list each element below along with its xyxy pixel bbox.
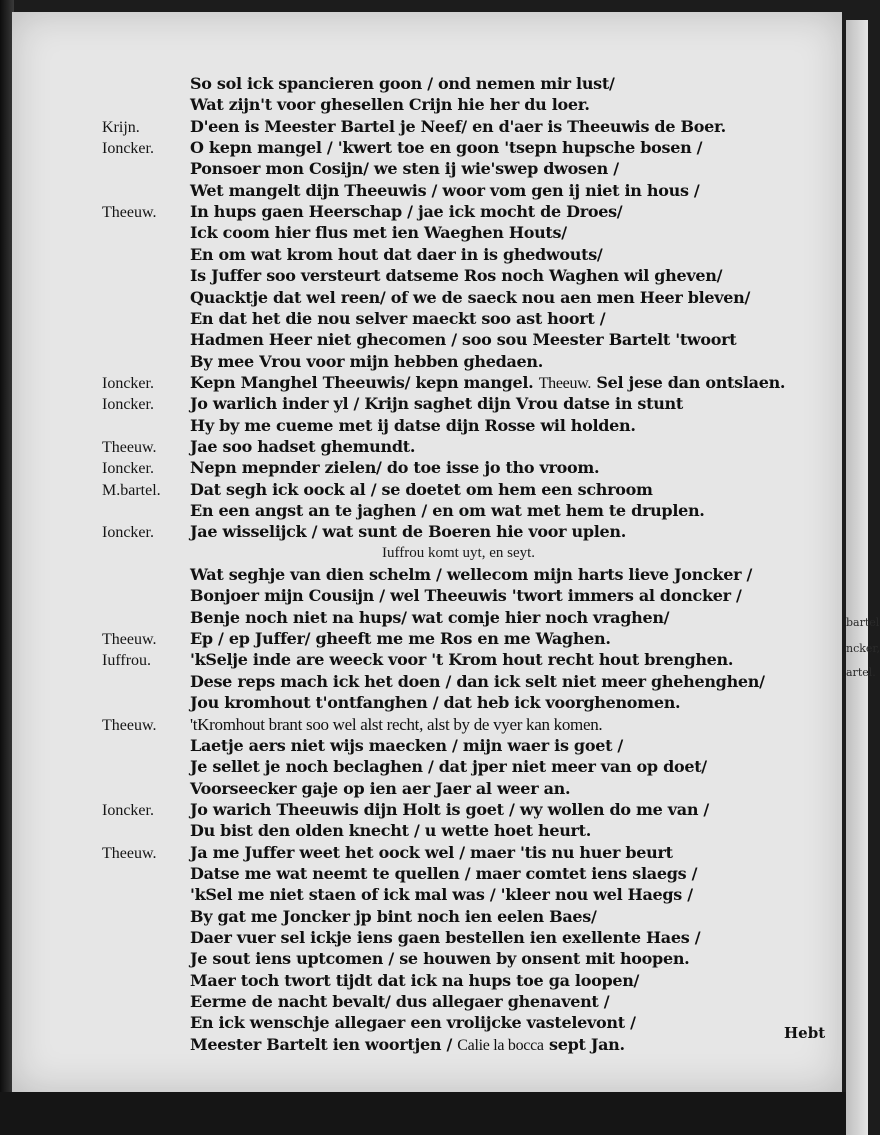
verse-main: 'kSelje inde are weeck voor 't Krom hout recht hout brenghen.	[190, 650, 734, 670]
verse-main: Jo warich Theeuwis dijn Holt is goet / wy wollen do me van /	[190, 799, 709, 819]
verse-main: Ja me Juffer weet het oock wel / maer 'tis nu huer beurt	[190, 842, 673, 862]
verse-text	[190, 245, 602, 264]
speaker-name: Ioncker.	[102, 801, 154, 819]
verse-main: Wat seghje van dien schelm / wellecom mijn harts lieve Joncker /	[190, 565, 753, 585]
verse-main: Meester Bartelt ien woortjen /	[190, 1034, 452, 1054]
verse-line	[12, 288, 842, 311]
verse-text	[190, 843, 673, 862]
verse-line	[12, 352, 842, 375]
verse-line	[12, 864, 842, 887]
verse-text	[190, 394, 683, 413]
verse-main: Hy by me cueme met ij datse dijn Rosse wil holden.	[190, 415, 636, 435]
verse-main: Ick coom hier flus met ien Waeghen Houts/	[190, 223, 567, 243]
verse-line	[12, 159, 842, 182]
verse-main: 'tKromhout brant soo wel alst recht, alst by de vyer kan komen.	[190, 714, 603, 734]
verse-main: Nepn mepnder zielen/ do toe isse jo tho vroom.	[190, 458, 600, 478]
verse-text	[190, 736, 623, 755]
verse-main: Wat zijn't voor ghesellen Crijn hie her du loer.	[190, 95, 590, 115]
verse-line	[12, 693, 842, 716]
verse-main: Is Juffer soo versteurt datseme Ros noch Waghen wil gheven/	[190, 266, 723, 286]
verse-text	[190, 1013, 636, 1032]
verse-text	[190, 309, 605, 328]
verse-main: Hadmen Heer niet ghecomen / soo sou Meester Bartelt 'twoort	[190, 330, 737, 350]
verse-main: 'kSel me niet staen of ick mal was / 'kleer nou wel Haegs /	[190, 885, 693, 905]
speaker-name: Iuffrou.	[102, 652, 152, 670]
verse-line	[12, 821, 842, 844]
verse-line	[12, 971, 842, 994]
verse-text	[190, 608, 669, 627]
verse-text	[190, 480, 653, 499]
verse-line	[12, 565, 842, 588]
verse-line	[12, 736, 842, 759]
verse-text	[190, 885, 693, 904]
verse-line	[12, 757, 842, 780]
verse-main: Kepn Manghel Theeuwis/ kepn mangel.	[190, 372, 534, 392]
verse-main: Ponsoer mon Cosijn/ we sten ij wie'swep dwosen /	[190, 159, 619, 179]
verse-text	[190, 693, 680, 712]
verse-main: Eerme de nacht bevalt/ dus allegaer ghenavent /	[190, 992, 610, 1012]
verse-main: En een angst an te jaghen / en om wat met hem te druplen.	[190, 501, 705, 520]
verse-roman-phrase: Calie la bocca	[457, 1036, 544, 1054]
verse-main: Jae wisselijck / wat sunt de Boeren hie voor uplen.	[190, 522, 627, 542]
speaker-name: M.bartel.	[102, 481, 161, 499]
verse-text	[190, 650, 733, 669]
verse-continuation: Sel jese dan ontslaen.	[596, 372, 786, 392]
verse-line	[12, 117, 842, 140]
stage-direction: Iuffrou komt uyt, en seyt.	[382, 544, 536, 561]
verse-main: Je sout iens uptcomen / se houwen by onsent mit hoopen.	[190, 949, 690, 969]
verse-text	[190, 223, 567, 242]
verse-line	[12, 586, 842, 609]
verse-text	[190, 757, 707, 776]
verse-line	[12, 800, 842, 823]
verse-line	[12, 544, 842, 567]
verse-line	[12, 245, 842, 268]
verse-line	[12, 266, 842, 289]
verse-line	[12, 522, 842, 545]
verse-line	[12, 885, 842, 908]
verse-line	[12, 480, 842, 503]
verse-line	[12, 416, 842, 439]
scan-bottom-shadow	[0, 1092, 846, 1135]
verse-text	[190, 629, 611, 648]
verse-text	[190, 117, 726, 136]
verse-line	[12, 394, 842, 417]
verse-main: Voorseecker gaje op ien aer Jaer al weer an.	[190, 778, 571, 798]
adjacent-page-text-fragment: bartel	[846, 616, 880, 629]
verse-line	[12, 843, 842, 866]
verse-line	[12, 779, 842, 802]
verse-text	[190, 74, 615, 93]
verse-text	[190, 992, 609, 1011]
catchword: Hebt	[784, 1024, 826, 1042]
verse-text	[190, 95, 590, 114]
verse-main: By gat me Joncker jp bint noch ien eelen Baes/	[190, 906, 597, 926]
speaker-name: Theeuw.	[102, 631, 157, 649]
verse-main: Daer vuer sel ickje iens gaen bestellen ien exellente Haes /	[190, 928, 701, 947]
verse-continuation: sept Jan.	[548, 1034, 625, 1054]
verse-line	[12, 1013, 842, 1036]
speaker-name: Krijn.	[102, 118, 140, 136]
verse-line	[12, 907, 842, 930]
verse-text	[190, 352, 543, 371]
verse-line	[12, 202, 842, 225]
verse-line	[12, 715, 842, 738]
verse-main: Laetje aers niet wijs maecken / mijn waer is goet /	[190, 735, 623, 755]
verse-text	[190, 907, 597, 926]
verse-main: Benje noch niet na hups/ wat comje hier noch vraghen/	[190, 607, 670, 627]
verse-line	[12, 309, 842, 332]
verse-text	[190, 330, 736, 349]
verse-main: Maer toch twort tijdt dat ick na hups toe ga loopen/	[190, 970, 640, 990]
verse-main: Dat segh ick oock al / se doetet om hem een schroom	[190, 479, 653, 499]
verse-text	[190, 202, 622, 221]
verse-line	[12, 1035, 842, 1058]
verse-main: Jae soo hadset ghemundt.	[190, 436, 416, 456]
adjacent-page-edge	[846, 20, 880, 1135]
verse-main: Je sellet je noch beclaghen / dat jper niet meer van op doet/	[190, 757, 707, 777]
verse-line	[12, 928, 842, 951]
verse-main: So sol ick spancieren goon / ond nemen mir lust/	[190, 74, 615, 93]
verse-text	[190, 715, 602, 735]
verse-text	[190, 437, 415, 456]
verse-text	[190, 266, 722, 285]
verse-main: Ep / ep Juffer/ gheeft me me Ros en me Waghen.	[190, 629, 611, 649]
verse-line	[12, 992, 842, 1015]
verse-line	[12, 330, 842, 353]
speaker-name: Ioncker.	[102, 140, 154, 158]
verse-line	[12, 501, 842, 524]
verse-main: Datse me wat neemt te quellen / maer comtet iens slaegs /	[190, 863, 698, 883]
verse-main: Dese reps mach ick het doen / dan ick selt niet meer ghehenghen/	[190, 671, 765, 691]
verse-text	[190, 672, 765, 691]
verse-text	[190, 864, 697, 883]
verse-line	[12, 650, 842, 673]
verse-text	[190, 779, 570, 798]
speaker-name: Ioncker.	[102, 460, 154, 478]
speaker-name: Theeuw.	[102, 716, 157, 734]
verse-main: In hups gaen Heerschap / jae ick mocht de Droes/	[190, 202, 623, 222]
verse-line	[12, 629, 842, 652]
verse-text	[190, 138, 702, 157]
book-page	[12, 12, 842, 1092]
speaker-name: Ioncker.	[102, 524, 154, 542]
verse-line	[12, 223, 842, 246]
speaker-name: Ioncker.	[102, 374, 154, 392]
verse-text	[190, 800, 709, 819]
verse-text	[190, 971, 639, 990]
verse-main: En dat het die nou selver maeckt soo ast hoort /	[190, 308, 606, 328]
speaker-name: Theeuw.	[102, 204, 157, 222]
verse-line	[12, 608, 842, 631]
verse-text	[190, 159, 619, 178]
verse-main: O kepn mangel / 'kwert toe en goon 'tsepn hupsche bosen /	[190, 138, 703, 158]
adjacent-page-text-fragment: ncker,	[846, 642, 880, 655]
verse-line	[12, 373, 842, 396]
verse-text	[190, 181, 699, 200]
verse-text	[190, 565, 752, 584]
verse-text	[190, 1035, 625, 1055]
verse-main: Bonjoer mijn Cousijn / wel Theeuwis 'twort immers al doncker /	[190, 586, 742, 606]
verse-main: En ick wenschje allegaer een vrolijcke vastelevont /	[190, 1013, 636, 1033]
verse-text	[190, 288, 750, 307]
verse-text	[190, 373, 785, 393]
verse-line	[12, 672, 842, 695]
verse-main: Jo warlich inder yl / Krijn saghet dijn Vrou datse in stunt	[190, 394, 683, 414]
verse-text	[190, 522, 626, 541]
verse-line	[12, 458, 842, 481]
inline-speaker-name: Theeuw.	[538, 374, 592, 392]
verse-text	[190, 586, 742, 605]
verse-text	[190, 416, 636, 435]
verse-line	[12, 74, 842, 97]
verse-line	[12, 949, 842, 972]
verse-line	[12, 437, 842, 460]
verse-main: Jou kromhout t'ontfanghen / dat heb ick voorghenomen.	[190, 693, 681, 713]
verse-text	[190, 949, 689, 968]
verse-line	[12, 138, 842, 161]
speaker-name: Theeuw.	[102, 844, 157, 862]
adjacent-page-text-fragment: artel.	[846, 666, 876, 679]
speaker-name: Ioncker.	[102, 396, 154, 414]
verse-main: Wet mangelt dijn Theeuwis / woor vom gen ij niet in hous /	[190, 180, 700, 200]
verse-text	[190, 458, 599, 477]
verse-line	[12, 95, 842, 118]
verse-main: Du bist den olden knecht / u wette hoet heurt.	[190, 821, 592, 841]
verse-main: En om wat krom hout dat daer in is ghedwouts/	[190, 244, 603, 264]
verse-main: Quacktje dat wel reen/ of we de saeck nou aen men Heer bleven/	[190, 287, 751, 307]
verse-main: D'een is Meester Bartel je Neef/ en d'aer is Theeuwis de Boer.	[190, 116, 726, 136]
speaker-name: Theeuw.	[102, 438, 157, 456]
verse-main: By mee Vrou voor mijn hebben ghedaen.	[190, 351, 544, 371]
verse-line	[12, 181, 842, 204]
verse-text	[190, 821, 591, 840]
verse-text	[190, 928, 700, 947]
verse-text	[190, 501, 705, 520]
